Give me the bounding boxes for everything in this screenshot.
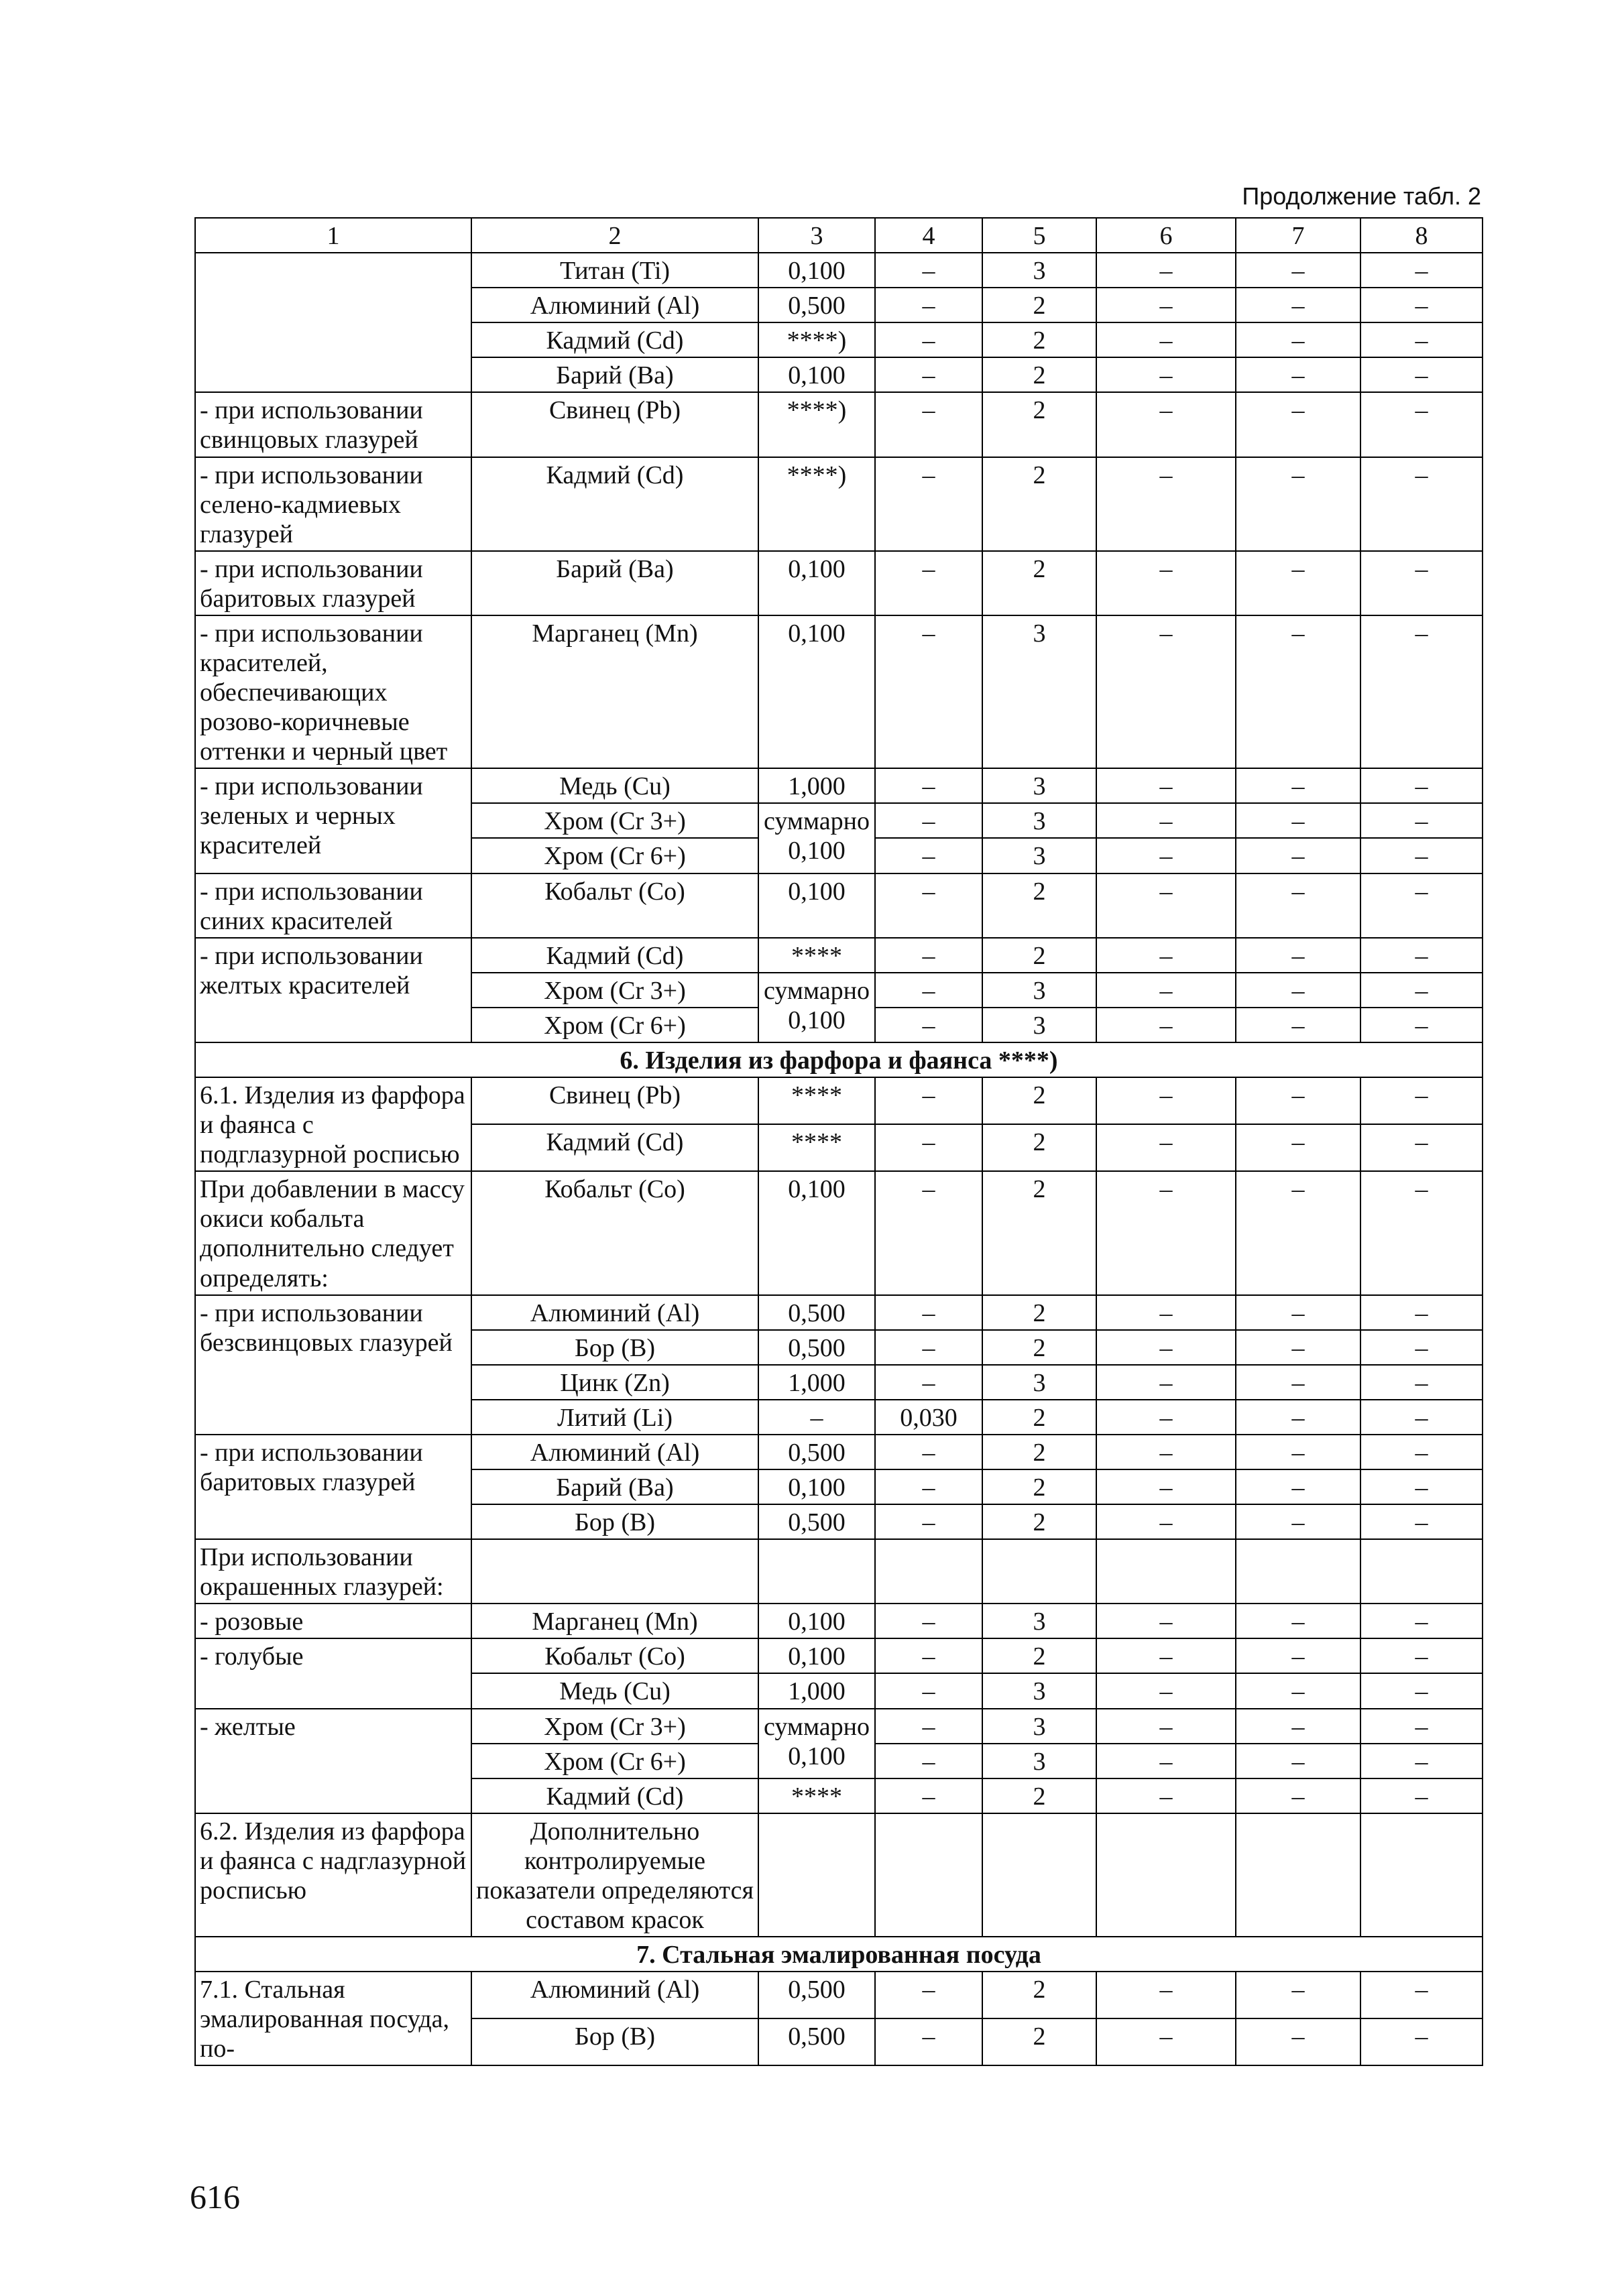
table-cell: – (1360, 357, 1483, 392)
table-cell: 2 (982, 392, 1096, 457)
table-cell: ****) (758, 457, 875, 551)
table-cell: – (1236, 973, 1360, 1008)
table-cell: 2 (982, 322, 1096, 357)
table-cell: – (1236, 615, 1360, 768)
table-cell: 3 (982, 1365, 1096, 1400)
table-cell: Свинец (Pb) (471, 1077, 758, 1124)
table-cell: Цинк (Zn) (471, 1365, 758, 1400)
table-cell: – (1360, 1295, 1483, 1330)
table-cell: – (875, 457, 982, 551)
table-cell: - при использовании зеленых и черных красителей (195, 768, 471, 873)
table-cell: – (875, 1365, 982, 1400)
table-cell: – (1360, 1778, 1483, 1813)
table-cell: – (1236, 322, 1360, 357)
table-row (195, 253, 1483, 288)
table-cell: 3 (982, 768, 1096, 803)
table-cell: – (1360, 1077, 1483, 1124)
table-cell: Кобальт (Co) (471, 1171, 758, 1294)
table-cell: **** (758, 1077, 875, 1124)
table-cell: – (1360, 1709, 1483, 1744)
table-cell: 3 (982, 253, 1096, 288)
table-row (195, 457, 1483, 551)
table-cell: 3 (982, 1673, 1096, 1708)
table-cell: – (1236, 551, 1360, 615)
table-cell: 2 (982, 1124, 1096, 1171)
column-header: 1 (195, 218, 471, 253)
table-cell: – (1236, 1330, 1360, 1365)
table-cell: 2 (982, 288, 1096, 322)
table-cell: - желтые (195, 1709, 471, 1813)
table-cell: Свинец (Pb) (471, 392, 758, 457)
table-cell: 7.1. Стальная эмалированная посуда, по- (195, 1972, 471, 2065)
table-cell: – (1236, 1365, 1360, 1400)
table-cell: Барий (Ba) (471, 357, 758, 392)
section-row (195, 1042, 1483, 1077)
table-cell: Хром (Cr 6+) (471, 1008, 758, 1042)
table-cell: – (1236, 1972, 1360, 2018)
table-cell: - при использовании баритовых глазурей (195, 551, 471, 615)
table-cell: Кадмий (Cd) (471, 1778, 758, 1813)
table-cell (875, 1813, 982, 1937)
table-cell: 2 (982, 1171, 1096, 1294)
table-cell: – (1236, 938, 1360, 973)
table-cell (758, 1813, 875, 1937)
table-cell: 0,100 (758, 1469, 875, 1504)
table-row (195, 938, 1483, 973)
table-cell: Медь (Cu) (471, 1673, 758, 1708)
table-cell: 2 (982, 1435, 1096, 1469)
table-cell: – (1096, 1972, 1236, 2018)
table-cell: 2 (982, 1469, 1096, 1504)
table-cell: – (875, 838, 982, 873)
table-cell: 0,500 (758, 1504, 875, 1539)
table-cell: – (1096, 1435, 1236, 1469)
table-cell: 2 (982, 873, 1096, 938)
table-cell: – (1236, 1744, 1360, 1778)
table-cell: – (1236, 2018, 1360, 2065)
table-row (195, 1972, 1483, 2018)
table-cell: – (1236, 1778, 1360, 1813)
table-cell: **** (758, 938, 875, 973)
table-cell: 2 (982, 357, 1096, 392)
table-cell: – (875, 1604, 982, 1638)
table-cell: – (1360, 1330, 1483, 1365)
table-cell: – (1236, 1504, 1360, 1539)
column-header: 7 (1236, 218, 1360, 253)
table-cell: 2 (982, 1638, 1096, 1673)
section-row (195, 1937, 1483, 1972)
table-cell: – (1096, 1469, 1236, 1504)
table-cell: – (1096, 1778, 1236, 1813)
table-cell: – (1096, 1365, 1236, 1400)
column-header: 5 (982, 218, 1096, 253)
table-cell: суммарно 0,100 (758, 1709, 875, 1778)
table-cell: Алюминий (Al) (471, 1972, 758, 2018)
table-cell (1360, 1813, 1483, 1937)
table-cell: – (1236, 1400, 1360, 1435)
table-cell: 2 (982, 1330, 1096, 1365)
table-cell: 0,100 (758, 253, 875, 288)
table-cell (1096, 1813, 1236, 1937)
column-header: 3 (758, 218, 875, 253)
table-cell: – (1236, 392, 1360, 457)
table-cell (1236, 1813, 1360, 1937)
table-cell: – (1360, 1744, 1483, 1778)
table-row (195, 1171, 1483, 1294)
table-body (195, 253, 1483, 2065)
table-cell: – (875, 873, 982, 938)
table-cell: – (1236, 768, 1360, 803)
table-cell: 3 (982, 1008, 1096, 1042)
table-cell: – (875, 1504, 982, 1539)
table-cell: – (875, 551, 982, 615)
table-cell: – (1096, 1673, 1236, 1708)
table-cell: – (1096, 392, 1236, 457)
table-cell: 6.1. Изделия из фарфора и фаянса с подглазурной росписью (195, 1077, 471, 1171)
table-cell: 0,500 (758, 1435, 875, 1469)
table-cell: 0,100 (758, 615, 875, 768)
table-cell: – (1096, 2018, 1236, 2065)
header-row (195, 218, 1483, 253)
table-cell: – (1360, 1171, 1483, 1294)
table-cell: – (1236, 457, 1360, 551)
table-cell: - при использовании красителей, обеспечивающих розово-коричневые оттенки и черный цвет (195, 615, 471, 768)
table-cell: – (1360, 1365, 1483, 1400)
table-cell: Барий (Ba) (471, 551, 758, 615)
table-cell: – (1096, 253, 1236, 288)
table-cell: – (1360, 322, 1483, 357)
table-cell: 0,100 (758, 1638, 875, 1673)
table-cell: – (1096, 1744, 1236, 1778)
table-cell: – (758, 1400, 875, 1435)
table-cell: – (1096, 938, 1236, 973)
table-cell: – (875, 392, 982, 457)
table-cell: – (1360, 873, 1483, 938)
table-cell (982, 1539, 1096, 1604)
table-cell: – (1096, 1124, 1236, 1171)
column-header: 4 (875, 218, 982, 253)
table-cell: – (1236, 1604, 1360, 1638)
table-cell: – (1096, 1008, 1236, 1042)
table-cell: – (1096, 615, 1236, 768)
table-cell: – (1096, 768, 1236, 803)
table-cell: – (1096, 1604, 1236, 1638)
table-cell: При использовании окрашенных глазурей: (195, 1539, 471, 1604)
table-cell: – (1236, 873, 1360, 938)
table-cell: – (1360, 803, 1483, 838)
hygiene-norms-table (194, 217, 1483, 2066)
table-cell: – (1236, 1077, 1360, 1124)
column-header: 6 (1096, 218, 1236, 253)
table-cell: 2 (982, 2018, 1096, 2065)
table-cell: 2 (982, 551, 1096, 615)
table-cell: – (1236, 1295, 1360, 1330)
table-cell: – (875, 322, 982, 357)
table-cell: – (1360, 1673, 1483, 1708)
table-cell: – (1236, 803, 1360, 838)
table-cell: – (1360, 1400, 1483, 1435)
table-cell: 2 (982, 1504, 1096, 1539)
table-cell: – (1360, 615, 1483, 768)
table-cell: Кадмий (Cd) (471, 457, 758, 551)
table-cell: – (875, 615, 982, 768)
table-cell: – (875, 253, 982, 288)
table-cell: Хром (Cr 6+) (471, 1744, 758, 1778)
table-cell: 3 (982, 803, 1096, 838)
table-cell: – (1236, 1435, 1360, 1469)
section-title: 6. Изделия из фарфора и фаянса ****) (195, 1042, 1483, 1077)
table-cell: – (875, 1077, 982, 1124)
table-cell: – (1096, 803, 1236, 838)
table-cell: 2 (982, 1077, 1096, 1124)
table-cell (758, 1539, 875, 1604)
table-cell: ****) (758, 392, 875, 457)
table-cell: 0,030 (875, 1400, 982, 1435)
table-cell: – (875, 1124, 982, 1171)
table-cell: – (1096, 1171, 1236, 1294)
table-cell: – (875, 803, 982, 838)
table-cell: – (1096, 357, 1236, 392)
table-cell: – (1236, 1673, 1360, 1708)
table-cell: 1,000 (758, 1673, 875, 1708)
table-cell: – (1096, 322, 1236, 357)
section-title: 7. Стальная эмалированная посуда (195, 1937, 1483, 1972)
table-cell: – (875, 1744, 982, 1778)
table-cell: – (875, 357, 982, 392)
page-number: 616 (190, 2178, 240, 2216)
table-cell: Марганец (Mn) (471, 1604, 758, 1638)
table-cell: – (1360, 973, 1483, 1008)
table-cell: 0,500 (758, 2018, 875, 2065)
table-cell: **** (758, 1778, 875, 1813)
table-cell: 0,100 (758, 1171, 875, 1294)
table-cell: 0,500 (758, 1972, 875, 2018)
table-cell: Алюминий (Al) (471, 1295, 758, 1330)
table-cell: – (875, 288, 982, 322)
table-cell: – (1360, 1008, 1483, 1042)
table-cell: – (1360, 838, 1483, 873)
table-cell: Дополнительно контролируемые показатели определяются составом красок (471, 1813, 758, 1937)
table-cell: – (1236, 288, 1360, 322)
table-cell (195, 253, 471, 392)
table-cell: суммарно 0,100 (758, 803, 875, 873)
table-cell: – (875, 1171, 982, 1294)
table-cell: ****) (758, 322, 875, 357)
table-cell: – (875, 1008, 982, 1042)
table-cell: – (1096, 1077, 1236, 1124)
table-cell: 0,500 (758, 288, 875, 322)
table-cell: – (1096, 288, 1236, 322)
table-cell: - при использовании желтых красителей (195, 938, 471, 1042)
table-row (195, 551, 1483, 615)
table-row (195, 1295, 1483, 1330)
table-cell: **** (758, 1124, 875, 1171)
table-cell: – (875, 938, 982, 973)
table-cell (471, 1539, 758, 1604)
table-cell: – (1360, 768, 1483, 803)
table-cell: – (1096, 973, 1236, 1008)
table-cell: – (875, 2018, 982, 2065)
table-cell: 0,500 (758, 1330, 875, 1365)
table-cell: Алюминий (Al) (471, 1435, 758, 1469)
table-cell: 3 (982, 1744, 1096, 1778)
table-cell: – (1096, 873, 1236, 938)
table-cell: – (875, 768, 982, 803)
table-cell: суммарно 0,100 (758, 973, 875, 1042)
table-cell: – (1096, 838, 1236, 873)
table-cell: – (875, 1469, 982, 1504)
table-cell: 6.2. Изделия из фарфора и фаянса с надглазурной росписью (195, 1813, 471, 1937)
table-cell (1360, 1539, 1483, 1604)
table-cell: – (875, 1778, 982, 1813)
table-cell: Хром (Cr 3+) (471, 1709, 758, 1744)
table-cell: Хром (Cr 3+) (471, 973, 758, 1008)
column-header: 8 (1360, 218, 1483, 253)
table-row (195, 392, 1483, 457)
table-cell: 1,000 (758, 1365, 875, 1400)
table-cell: Кадмий (Cd) (471, 322, 758, 357)
table-row (195, 1813, 1483, 1937)
table-cell: Медь (Cu) (471, 768, 758, 803)
table-cell: – (1360, 551, 1483, 615)
table-cell: – (1236, 357, 1360, 392)
table-cell: 3 (982, 973, 1096, 1008)
table-row (195, 1638, 1483, 1673)
table-cell: - при использовании синих красителей (195, 873, 471, 938)
table-cell (875, 1539, 982, 1604)
table-cell: 3 (982, 1604, 1096, 1638)
table-cell: Алюминий (Al) (471, 288, 758, 322)
table-cell: 3 (982, 838, 1096, 873)
table-cell: – (875, 1638, 982, 1673)
table-cell: – (875, 1295, 982, 1330)
table-cell: 2 (982, 938, 1096, 973)
table-cell: – (1236, 1709, 1360, 1744)
table-cell: – (1096, 551, 1236, 615)
table-cell: – (1236, 253, 1360, 288)
table-cell: – (1236, 1124, 1360, 1171)
table-cell: – (875, 1673, 982, 1708)
table-cell: – (875, 973, 982, 1008)
table-cell: – (1360, 457, 1483, 551)
table-cell: 2 (982, 1400, 1096, 1435)
table-cell: – (1096, 1638, 1236, 1673)
table-cell: – (1096, 1400, 1236, 1435)
table-cell: – (1360, 1504, 1483, 1539)
table-row (195, 1435, 1483, 1469)
table-cell: – (1360, 1435, 1483, 1469)
table-cell: При добавлении в массу окиси кобальта дополнительно следует определять: (195, 1171, 471, 1294)
table-cell: Хром (Cr 6+) (471, 838, 758, 873)
table-cell: - голубые (195, 1638, 471, 1708)
table-cell: 2 (982, 1972, 1096, 2018)
table-cell: 2 (982, 1295, 1096, 1330)
table-cell: – (1096, 1709, 1236, 1744)
column-header: 2 (471, 218, 758, 253)
table-cell: 0,100 (758, 1604, 875, 1638)
table-cell: 0,500 (758, 1295, 875, 1330)
continuation-label: Продолжение табл. 2 (1242, 182, 1481, 210)
table-cell: – (1360, 2018, 1483, 2065)
table-row (195, 1604, 1483, 1638)
table-cell: Хром (Cr 3+) (471, 803, 758, 838)
table-cell: - при использовании свинцовых глазурей (195, 392, 471, 457)
table-row (195, 1709, 1483, 1744)
table-cell (1096, 1539, 1236, 1604)
table-cell: - розовые (195, 1604, 471, 1638)
table-cell (982, 1813, 1096, 1937)
table-cell: 2 (982, 457, 1096, 551)
table-cell: 0,100 (758, 357, 875, 392)
table-cell: – (875, 1435, 982, 1469)
table-row (195, 1077, 1483, 1124)
table-cell: Кадмий (Cd) (471, 938, 758, 973)
table-cell: – (1096, 1295, 1236, 1330)
table-cell: 2 (982, 1778, 1096, 1813)
table-cell: – (875, 1330, 982, 1365)
table-row (195, 873, 1483, 938)
table-cell: Бор (B) (471, 1504, 758, 1539)
table-cell: – (1360, 1604, 1483, 1638)
table-cell: – (1360, 938, 1483, 973)
table-cell: - при использовании баритовых глазурей (195, 1435, 471, 1539)
table-cell: 3 (982, 615, 1096, 768)
table-cell: 0,100 (758, 551, 875, 615)
table-cell: – (1236, 1008, 1360, 1042)
table-row (195, 615, 1483, 768)
table-cell: Бор (B) (471, 2018, 758, 2065)
table-cell: Кобальт (Co) (471, 1638, 758, 1673)
table-cell: Кадмий (Cd) (471, 1124, 758, 1171)
table-row (195, 1539, 1483, 1604)
table-cell: Бор (B) (471, 1330, 758, 1365)
table-cell: – (875, 1709, 982, 1744)
table-cell: 1,000 (758, 768, 875, 803)
table-cell: – (1360, 1469, 1483, 1504)
table-cell: – (1236, 1171, 1360, 1294)
table-cell: – (1236, 838, 1360, 873)
table-container (194, 217, 1482, 2066)
table-cell: 3 (982, 1709, 1096, 1744)
table-cell (1236, 1539, 1360, 1604)
table-cell: - при использовании селено-кадмиевых глазурей (195, 457, 471, 551)
table-cell: Барий (Ba) (471, 1469, 758, 1504)
table-cell: – (1096, 1504, 1236, 1539)
table-row (195, 768, 1483, 803)
table-cell: – (1360, 288, 1483, 322)
table-cell: – (1360, 1124, 1483, 1171)
table-cell: – (875, 1972, 982, 2018)
table-cell: Марганец (Mn) (471, 615, 758, 768)
table-cell: – (1096, 457, 1236, 551)
table-cell: – (1360, 253, 1483, 288)
table-cell: Кобальт (Co) (471, 873, 758, 938)
table-cell: Титан (Ti) (471, 253, 758, 288)
table-cell: – (1236, 1469, 1360, 1504)
table-cell: – (1360, 1638, 1483, 1673)
table-cell: Литий (Li) (471, 1400, 758, 1435)
table-cell: – (1096, 1330, 1236, 1365)
table-cell: – (1236, 1638, 1360, 1673)
table-cell: - при использовании безсвинцовых глазурей (195, 1295, 471, 1435)
table-cell: – (1360, 1972, 1483, 2018)
table-cell: 0,100 (758, 873, 875, 938)
table-cell: – (1360, 392, 1483, 457)
